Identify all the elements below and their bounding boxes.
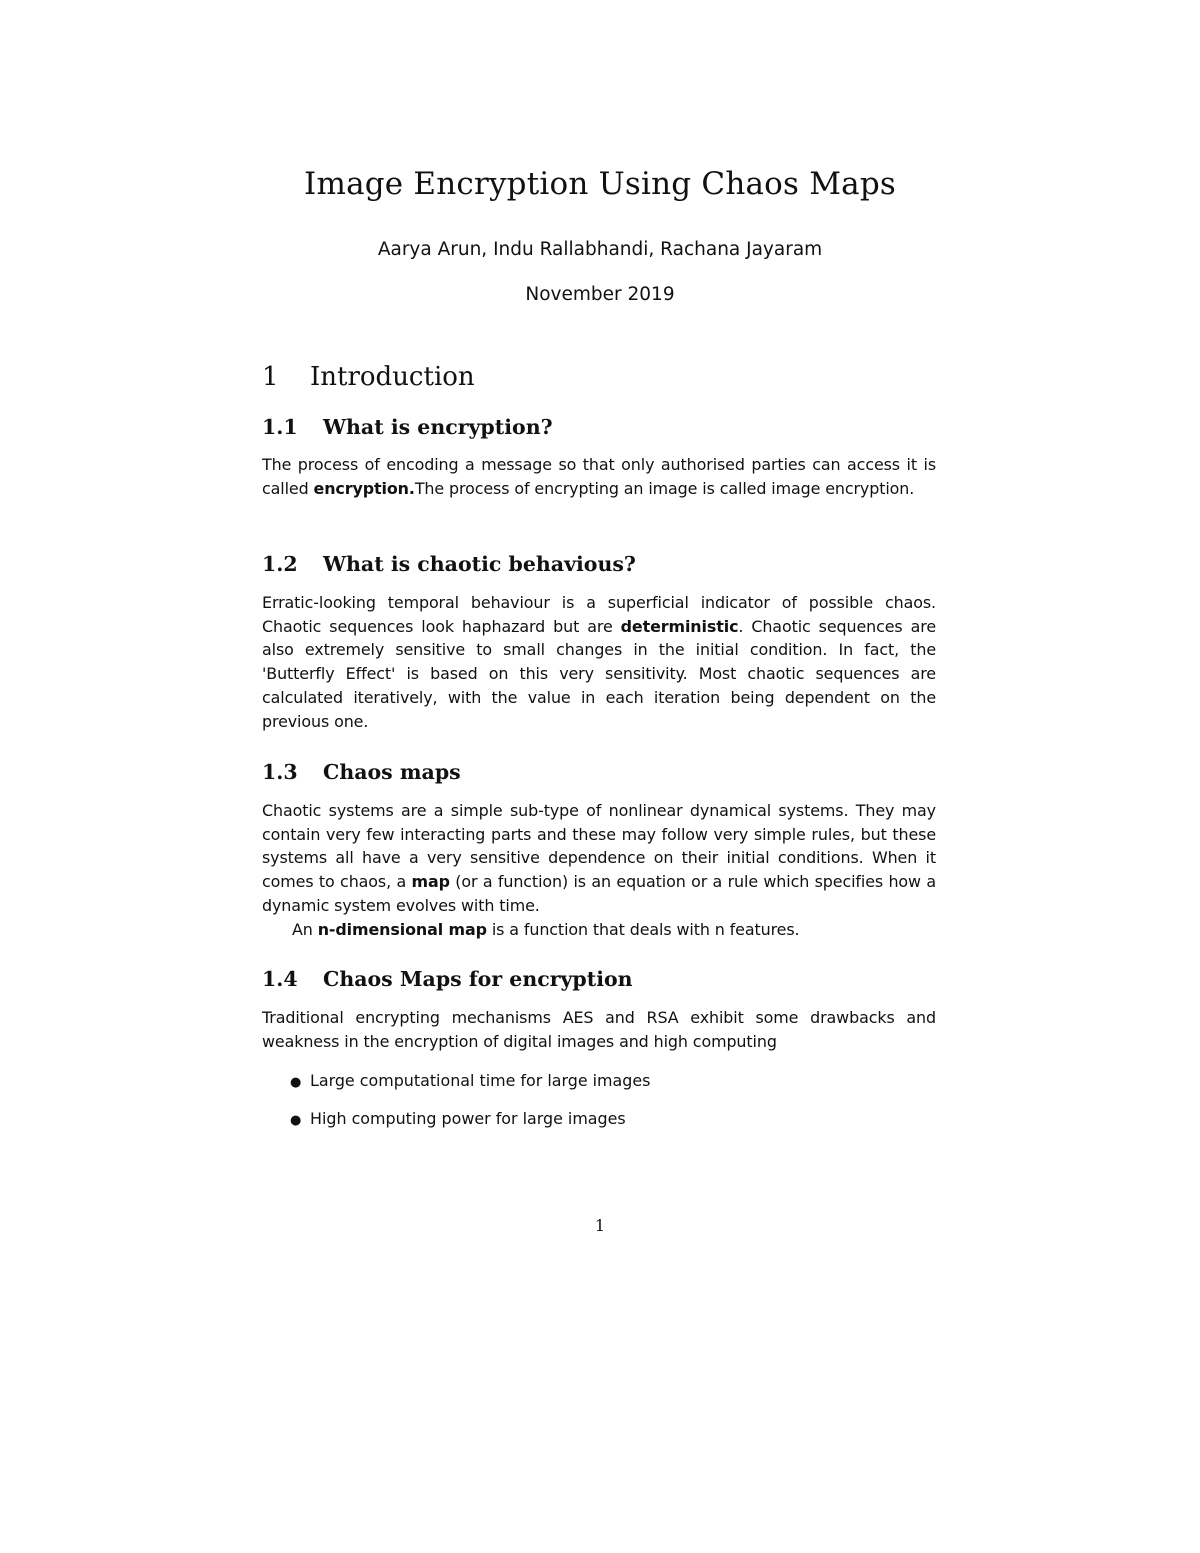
section-number: 1 <box>262 362 279 392</box>
paragraph-chaotic-behaviour <box>262 591 936 733</box>
paragraph-text: (or a function) is an equation or a rule which specifies how a dynamic system evolves with time. <box>262 872 936 915</box>
subsection-title: What is encryption? <box>323 415 553 439</box>
subsection-title: Chaos Maps for encryption <box>323 967 633 991</box>
subsection-number: 1.4 <box>262 967 298 991</box>
subsection-number: 1.3 <box>262 760 298 784</box>
subsection-heading-encryption <box>262 415 553 439</box>
subsection-number: 1.2 <box>262 552 298 576</box>
paper-date: November 2019 <box>525 284 675 305</box>
bullet-icon: ● <box>290 1113 302 1128</box>
paragraph-chaos-maps <box>262 799 936 941</box>
list-item <box>290 1071 650 1109</box>
list-item <box>290 1109 650 1147</box>
bold-term-n-dimensional-map: n-dimensional map <box>317 919 487 939</box>
subsection-title: What is chaotic behavious? <box>323 552 636 576</box>
subsection-heading-chaos-maps-encryption <box>262 967 633 991</box>
paper-authors: Aarya Arun, Indu Rallabhandi, Rachana Jayaram <box>377 239 823 260</box>
paragraph-text: The process of encrypting an image is called image encryption. <box>414 478 915 498</box>
paragraph-text: An <box>292 919 318 939</box>
list-item-text: Large computational time for large images <box>310 1071 651 1090</box>
paragraph-text: The process of encoding a message so that only authorised parties can access it is called <box>262 455 936 498</box>
paragraph-text: is a function that deals with n features. <box>486 919 800 939</box>
section-title: Introduction <box>310 362 475 392</box>
bold-term-encryption: encryption. <box>313 478 415 498</box>
subsection-number: 1.1 <box>262 415 298 439</box>
page-number: 1 <box>594 1216 606 1235</box>
paragraph-text: Chaotic systems are a simple sub-type of nonlinear dynamical systems. They may contain very few interacting parts and these may follow very simple rules, but these systems all have a very sensitive dependence on their initial conditions. When it comes to chaos, a <box>262 801 936 892</box>
subsection-title: Chaos maps <box>323 760 461 784</box>
subsection-heading-chaos-maps <box>262 760 461 784</box>
list-item-text: High computing power for large images <box>310 1109 626 1128</box>
paragraph-encryption <box>262 453 936 500</box>
bold-term-map: map <box>411 872 450 892</box>
drawbacks-list <box>290 1071 650 1147</box>
paragraph-chaos-maps-encryption: Traditional encrypting mechanisms AES and RSA exhibit some drawbacks and weakness in the encryption of digital images and high computing <box>262 1008 936 1051</box>
paper-title: Image Encryption Using Chaos Maps <box>304 166 896 202</box>
bold-term-deterministic: deterministic <box>620 616 739 636</box>
paragraph-text: Erratic-looking temporal behaviour is a superficial indicator of possible chaos. Chaotic sequences look haphazard but are <box>262 593 936 636</box>
bullet-icon: ● <box>290 1075 302 1090</box>
section-heading-introduction <box>262 362 475 392</box>
paragraph-text: . Chaotic sequences are also extremely sensitive to small changes in the initial condition. In fact, the 'Butterfly Effect' is based on this very sensitivity. Most chaotic sequences are calculated iteratively, with the value in each iteration being dependent on the previous one. <box>262 616 937 731</box>
subsection-heading-chaotic-behaviour <box>262 552 636 576</box>
